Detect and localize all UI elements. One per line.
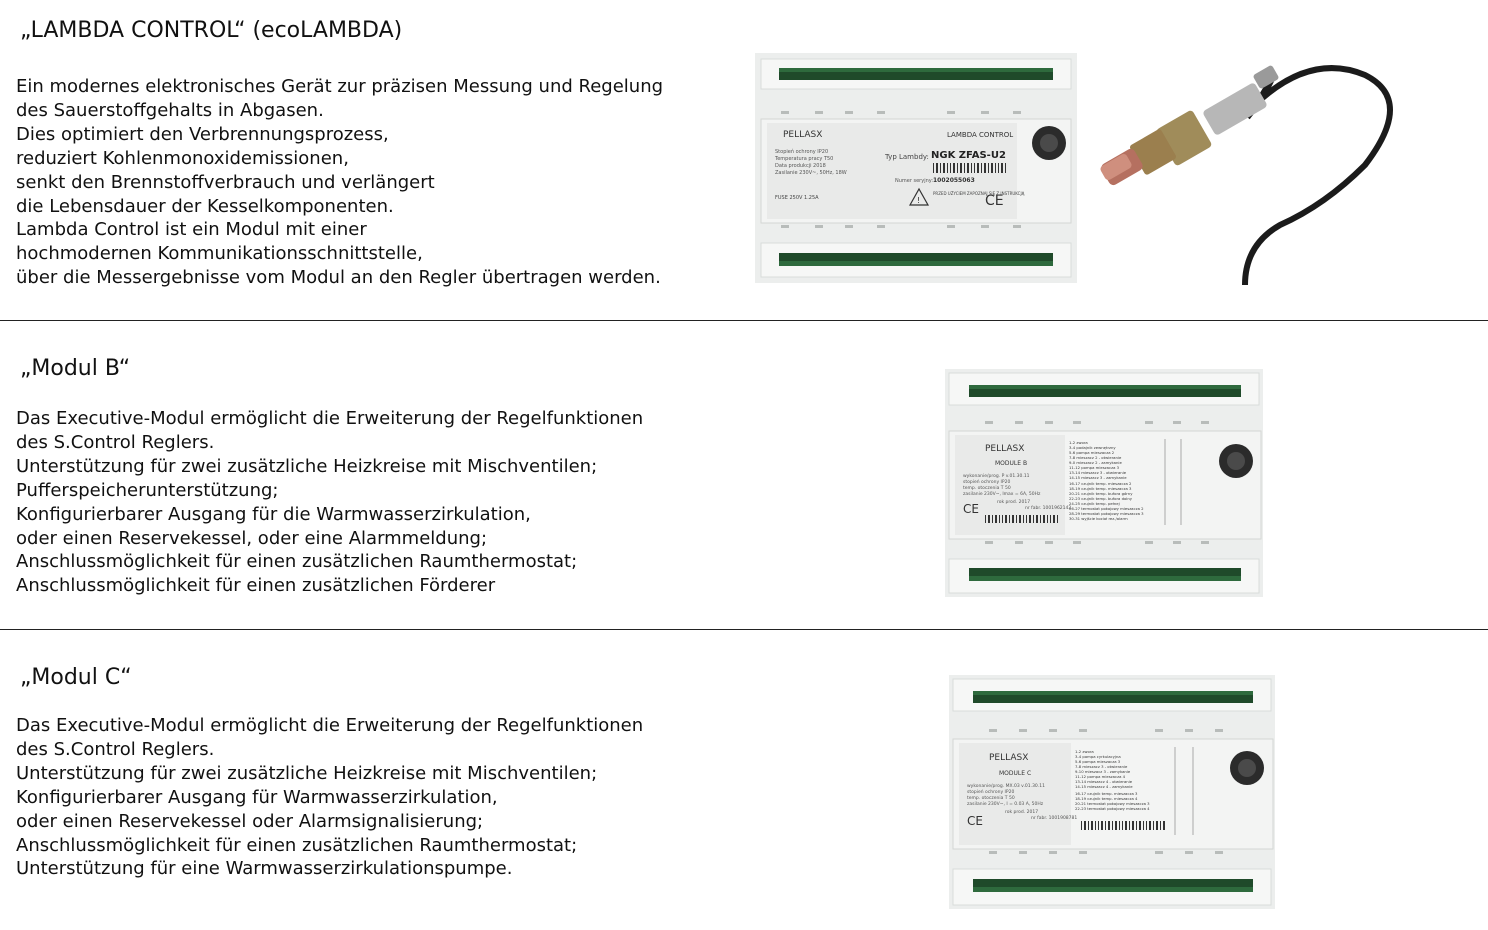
spec-line: Data produkcji 2018 [775,163,826,169]
description-line: Das Executive-Modul ermöglicht die Erweiterung der Regelfunktionen [16,715,644,736]
terminal-label: 22-23 czujnik temp. bufora dolny [1069,496,1133,501]
description-line: Anschlussmöglichkeit für einen zusätzlichen Förderer [16,575,496,597]
description-line: die Lebensdauer der Kesselkomponenten. [16,195,394,217]
device-brand: PELLASX [985,444,1025,454]
terminal-label: 14-15 mieszacz 4 - zamykanie [1075,784,1133,789]
description-line: reduziert Kohlenmonoxidemissionen, [16,147,349,169]
terminal-label: 11-12 pompa mieszacza 4 [1075,774,1126,779]
description-line: über die Messergebnisse vom Modul an den Regler übertragen werden. [16,267,661,289]
device-name: LAMBDA CONTROL [947,131,1014,139]
terminal-label: 18-19 czujnik temp. mieszacza 3 [1069,486,1132,491]
spec-line: stopień ochrony IP20 [967,790,1015,795]
description-line: Konfigurierbarer Ausgang für Warmwasserzirkulation, [16,786,498,808]
lambda-control-device-image [755,53,1077,283]
spec-line: wykonanie/prog. MX.03 v.01.30.11 [967,784,1045,789]
warning-text: PRZED UŻYCIEM ZAPOZNAJ SIĘ Z INSTRUKCJĄ [933,191,1025,196]
device-name: MODULE B [995,460,1028,467]
lambda-sensor-image [1095,55,1400,289]
terminal-label: 16-17 czujnik temp. mieszacza 2 [1069,481,1132,486]
device-brand: PELLASX [783,130,823,140]
terminal-label: 20-21 termostat pokojowy mieszacza 3 [1075,801,1150,806]
description-line: Ein modernes elektronisches Gerät zur präzisen Messung und Regelung [16,76,664,97]
terminal-label: 26-27 termostat pokojowy mieszacza 2 [1069,506,1144,511]
description-line: Anschlussmöglichkeit für einen zusätzlichen Raumthermostat; [16,551,578,573]
spec-line: zasilanie 230V~, I = 0.03 A, 50Hz [967,802,1044,807]
description-line: Unterstützung für zwei zusätzliche Heizkreise mit Mischventilen; [16,455,598,477]
terminal-label: 5-6 pompa mieszacza 3 [1075,759,1121,764]
terminal-label: 16-17 czujnik temp. mieszacza 3 [1075,791,1138,796]
device-name: MODULE C [999,770,1032,777]
terminal-label: 11-12 pompa mieszacza 3 [1069,465,1120,470]
description-line: Unterstützung für eine Warmwasserzirkulationspumpe. [16,858,513,880]
description-line: hochmodernen Kommunikationsschnittstelle, [16,243,423,265]
serial-label: Numer seryjny: [895,178,934,184]
description-line: Lambda Control ist ein Modul mit einer [16,219,367,241]
ce-mark-icon: CE [967,814,983,828]
terminal-label: 20-21 czujnik temp. bufora górny [1069,491,1133,496]
ce-mark-icon: CE [963,502,979,516]
module-b-device-image [945,369,1263,597]
svg-text:!: ! [917,196,921,205]
terminal-label: 14-15 mieszacz 3 - zamykanie [1069,475,1127,480]
spec-line: stopień ochrony IP20 [963,480,1011,485]
section-title: „LAMBDA CONTROL“ (ecoLAMBDA) [20,18,403,43]
section-modul-c [0,630,1488,930]
terminal-label: 13-14 mieszacz 3 - otwieranie [1069,470,1127,475]
terminal-label: 22-23 termostat pokojowy mieszacza 4 [1075,806,1150,811]
terminal-label: 5-6 pompa mieszacza 2 [1069,450,1115,455]
description-line: des Sauerstoffgehalts in Abgasen. [16,99,324,121]
lambda-type-label: Typ Lambdy: [885,153,929,161]
terminal-label: 3-4 pompa cyrkulacyjna [1075,754,1121,759]
terminal-label: 24-25 czujnik temp. pełnej [1069,501,1120,506]
terminal-label: 13-14 mieszacz 4 - otwieranie [1075,779,1133,784]
spec-line: temp. otoczenia T 50 [967,796,1015,801]
spec-line: Zasilanie 230V~, 50Hz, 18W [775,170,847,176]
description-line: Konfigurierbarer Ausgang für die Warmwasserzirkulation, [16,503,531,525]
terminal-label: 1-2 zwora [1075,749,1094,754]
description-line: oder einen Reservekessel oder Alarmsignalisierung; [16,810,484,832]
lambda-type: NGK ZFAS-U2 [931,150,1006,161]
spec-line: rok prod. 2017 [1005,810,1039,815]
module-c-device-image [949,675,1275,909]
fuse-label: FUSE 250V 1.25A [775,195,819,201]
description-list [16,407,643,598]
description-list [16,75,663,290]
terminal-label: 30-31 wyjście kocioł rez./alarm [1069,516,1128,521]
terminal-label: 9-10 mieszacz 3 - zamykanie [1075,769,1131,774]
spec-line: Temperatura pracy T50 [775,156,834,162]
terminal-label: 7-8 mieszacz 3 - otwieranie [1075,764,1128,769]
serial-number: 1002055063 [933,177,975,184]
spec-line: temp. otoczenia T 50 [963,486,1011,491]
description-line: senkt den Brennstoffverbrauch und verlängert [16,171,435,193]
device-brand: PELLASX [989,753,1029,763]
description-list [16,714,643,881]
terminal-label: 7-8 mieszacz 2 - otwieranie [1069,455,1122,460]
terminal-label: 3-4 podajnik zewnętrzny [1069,445,1116,450]
section-title: „Modul B“ [20,356,131,381]
terminal-label: 9-0 mieszacz 2 - zamykanie [1069,460,1122,465]
spec-line: rok prod. 2017 [997,500,1031,505]
description-line: Das Executive-Modul ermöglicht die Erweiterung der Regelfunktionen [16,408,644,429]
section-modul-b [0,321,1488,629]
description-line: des S.Control Reglers. [16,738,215,760]
description-line: Unterstützung für zwei zusätzliche Heizkreise mit Mischventilen; [16,762,598,784]
ce-mark-icon: CE [985,193,1004,209]
spec-line: Stopień ochrony IP20 [775,149,829,155]
spec-line: zasilanie 230V~, Imax = 6A, 50Hz [963,492,1041,497]
description-line: des S.Control Reglers. [16,431,215,453]
terminal-label: 28-29 termostat pokojowy mieszacza 3 [1069,511,1144,516]
spec-line: nr fabr. 1001908781 [1031,816,1078,821]
description-line: Anschlussmöglichkeit für einen zusätzlichen Raumthermostat; [16,834,578,856]
terminal-label: 18-19 czujnik temp. mieszacza 4 [1075,796,1138,801]
section-lambda-control [0,0,1488,320]
spec-line: wykonanie/prog. P v.01.30.11 [963,474,1030,479]
section-title: „Modul C“ [20,665,132,690]
description-line: oder einen Reservekessel, oder eine Alarmmeldung; [16,527,488,549]
description-line: Pufferspeicherunterstützung; [16,479,279,501]
spec-line: nr fabr. 1001962142 [1025,506,1072,511]
terminal-label: 1-2 zwora [1069,440,1088,445]
description-line: Dies optimiert den Verbrennungsprozess, [16,123,389,145]
